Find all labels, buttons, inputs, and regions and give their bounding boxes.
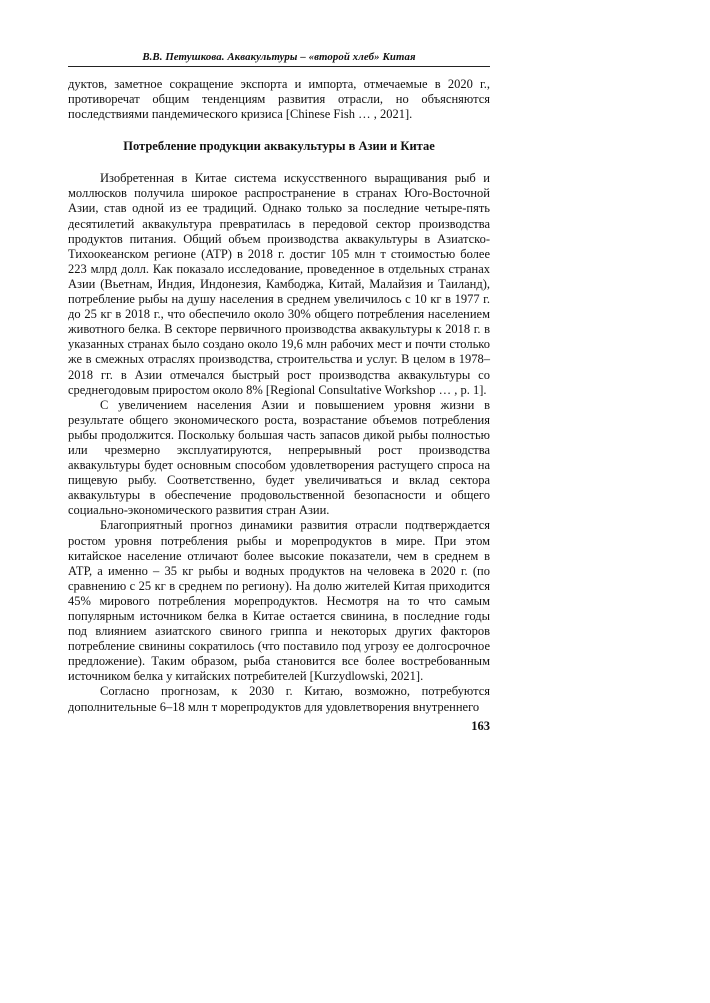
running-head: В.В. Петушкова. Аквакультуры – «второй хлеб» Китая bbox=[142, 51, 416, 63]
article-body bbox=[68, 77, 490, 715]
paragraph-continued: дуктов, заметное сокращение экспорта и импорта, отмечаемые в 2020 г., противоречат общим тенденциям развития отрасли, но объясняются последствиями пандемического кризиса [Chinese Fish … , 2021]. bbox=[68, 77, 490, 122]
header-rule bbox=[68, 66, 490, 67]
section-heading: Потребление продукции аквакультуры в Азии и Китае bbox=[123, 139, 435, 154]
paragraph-china-2030: Согласно прогнозам, к 2030 г. Китаю, возможно, потребуются дополнительные 6–18 млн т морепродуктов для удовлетворения внутреннего bbox=[68, 684, 490, 714]
paragraph-aquaculture-asia: Изобретенная в Китае система искусственного выращивания рыб и моллюсков получила широкое распространение в странах Юго-Восточной Азии, став одной из ее традиций. Однако только за последние четыре-пять десятилетий аквакультура превратилась в передовой сектор производства продуктов питания. Общий объем производства аквакультуры в Азиатско-Тихоокеанском регионе (АТР) в 2018 г. достиг 105 млн т стоимостью более 223 млрд долл. Как показало исследование, проведенное в отдельных странах Азии (Вьетнам, Индия, Индонезия, Камбоджа, Китай, Малайзия и Таиланд), потребление рыбы на душу населения в среднем увеличилось с 10 кг в 1977 г. до 25 кг в 2018 г., что обеспечило около 30% общего потребления населением животного белка. В секторе первичного производства аквакультуры к 2018 г. в указанных странах было создано около 19,6 млн рабочих мест и почти столько же в смежных отраслях производства, строительства и услуг. В целом в 1978–2018 гг. в Азии отмечался быстрый рост производства аквакультуры со среднегодовым приростом около 8% [Regional Consultative Workshop … , p. 1]. bbox=[68, 171, 490, 397]
paragraph-population-growth: С увеличением населения Азии и повышением уровня жизни в результате общего экономического роста, возрастание объемов потребления рыбы продолжится. Поскольку большая часть запасов дикой рыбы полностью или чрезмерно эксплуатируются, непрерывный рост производства аквакультуры будет основным способом удовлетворения растущего спроса на пищевую рыбу. Соответственно, будет увеличиваться и вклад сектора аквакультуры в обеспечение продовольственной безопасности и общего социально-экономического развития стран Азии. bbox=[68, 397, 490, 518]
paragraph-consumption-forecast: Благоприятный прогноз динамики развития отрасли подтверждается ростом уровня потребления рыбы и морепродуктов в мире. При этом китайское население отличают более высокие показатели, чем в среднем в АТР, а именно – 35 кг рыбы и водных продуктов на человека в 2020 г. (по сравнению с 25 кг в среднем по региону). На долю жителей Китая приходится 45% мирового потребления морепродуктов. Несмотря на то что самым популярным источником белка в Китае остается свинина, в последние годы под влиянием азиатского свиного гриппа и некоторых других факторов потребление свинины сократилось (что поставило под угрозу ее долгосрочное предложение). Таким образом, рыба становится все более востребованным источником белка у китайских потребителей [Kurzydlowski, 2021]. bbox=[68, 518, 490, 684]
page-number: 163 bbox=[471, 719, 490, 733]
